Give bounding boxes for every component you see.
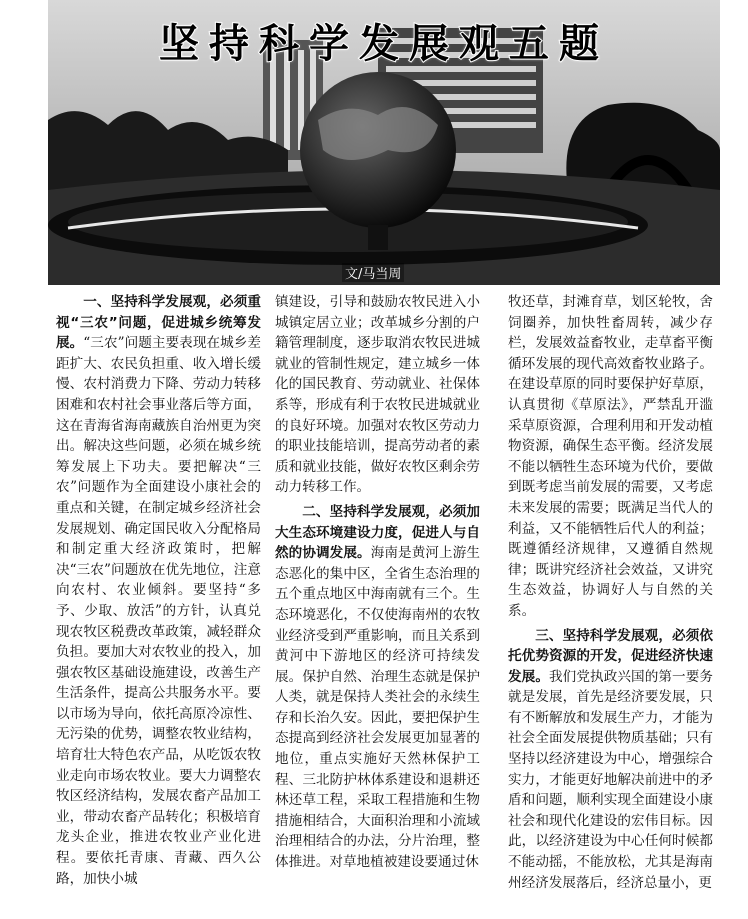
article-column-2 <box>275 292 480 912</box>
paragraph-text: 我们党执政兴国的第一要务就是发展，首先是经济要发展，只有不断解放和发展生产力，才能为社会全面发展提供物质基础；只有坚持以经济建设为中心，增强综合实力，才能更好地解决前进中的矛盾和问题，顺利实现全面建设小康社会和现代化建设的宏伟目标。因此，以经济建设为中心任何时候都不能动摇，不能放松，尤其是海南州经济发展落后，经济总量小，更 <box>508 668 713 891</box>
page-title: 坚持科学发展观五题 <box>159 21 609 67</box>
article-column-1 <box>56 292 261 912</box>
paragraph-text: “三农”问题主要表现在城乡差距扩大、农民负担重、收入增长缓慢、农村消费力下降、劳动力转移困难和农村社会事业落后等方面，这在青海省海南藏族自治州更为突出。解决这些问题，必须在城乡统筹发展上下功夫。要把解决“三农”问题作为全面建设小康社会的重点和关键，在制定城乡经济社会发展规划、确定国民收入分配格局和制定重大经济政策时，把解决“三农”问题放在优先地位，注意向农村、农业倾斜。要坚持“多予、少取、放活”的方针，认真兑现农牧区税费改革政策，减轻群众负担。要加大对农牧业的投入，加强农牧区基础设施建设，改善生产生活条件，提高公共服务水平。要以市场为导向，依托高原冷凉性、无污染的优势，调整农牧业结构，培育壮大特色农产品，从吃饭农牧业走向市场农牧业。要大力调整农牧区经济结构，发展农畜产品加工业，带动农畜产品转化；积极培育龙头企业，推进农牧业产业化进程。要依托青康、青藏、西久公路，加快小城 <box>56 335 261 887</box>
paragraph-text: 镇建设，引导和鼓励农牧民进入小城镇定居立业；改革城乡分割的户籍管理制度，逐步取消农牧民进城就业的管制性规定，建立城乡一体化的国民教育、劳动就业、社保体系等，形成有利于农牧民进城就业的良好环境。加强对农牧区劳动力的职业技能培训，提高劳动者的素质和就业技能，做好农牧区剩余劳动力转移工作。 <box>275 294 480 496</box>
article-column-3 <box>508 292 713 912</box>
paragraph-text: 牧还草，封滩育草，划区轮牧，舍饲圈养，加快牲畜周转，减少存栏，发展效益畜牧业，走草畜平衡循环发展的现代高效畜牧业路子。在建设草原的同时要保护好草原，认真贯彻《草原法》，严禁乱开滥采草原资源，合理利用和开发动植物资源，确保生态平衡。经济发展不能以牺牲生态环境为代价，要做到既考虑当前发展的需要，又考虑未来发展的需要；既满足当代人的利益，又不能牺牲后代人的利益；既遵循经济规律，又遵循自然规律；既讲究经济社会效益，又讲究生态效益，协调好人与自然的关系。 <box>508 294 713 619</box>
byline: 文/马当周 <box>342 263 404 282</box>
paragraph <box>508 292 713 622</box>
paragraph <box>275 292 480 498</box>
paragraph <box>275 502 480 873</box>
section-heading: 三、坚持科学发展观，必须依托优势资源的开发，促进经济快速发展。 <box>508 627 713 685</box>
paragraph <box>508 626 713 894</box>
section-heading: 二、坚持科学发展观，必须加大生态环境建设力度，促进人与自然的协调发展。 <box>275 503 480 562</box>
paragraph <box>56 292 261 889</box>
paragraph-text: 海南是黄河上游生态恶化的集中区，全省生态治理的五个重点地区中海南就有三个。生态环境恶化，不仅使海南州的农牧业经济受到严重影响，而且关系到黄河中下游地区的经济可持续发展。保护自然、治理生态就是保护人类，就是保持人类社会的永续生存和长治久安。因此，要把保护生态提高到经济社会发展更加显著的地位，重点实施好天然林保护工程、三北防护林体系建设和退耕还林还草工程，采取工程措施和生物措施相结合，大面积治理和小流域治理相结合的办法，分片治理，整体推进。对草地植被建设要通过休 <box>275 545 480 871</box>
section-heading: 一、坚持科学发展观，必须重视“三农”问题，促进城乡统筹发展。 <box>56 294 261 352</box>
